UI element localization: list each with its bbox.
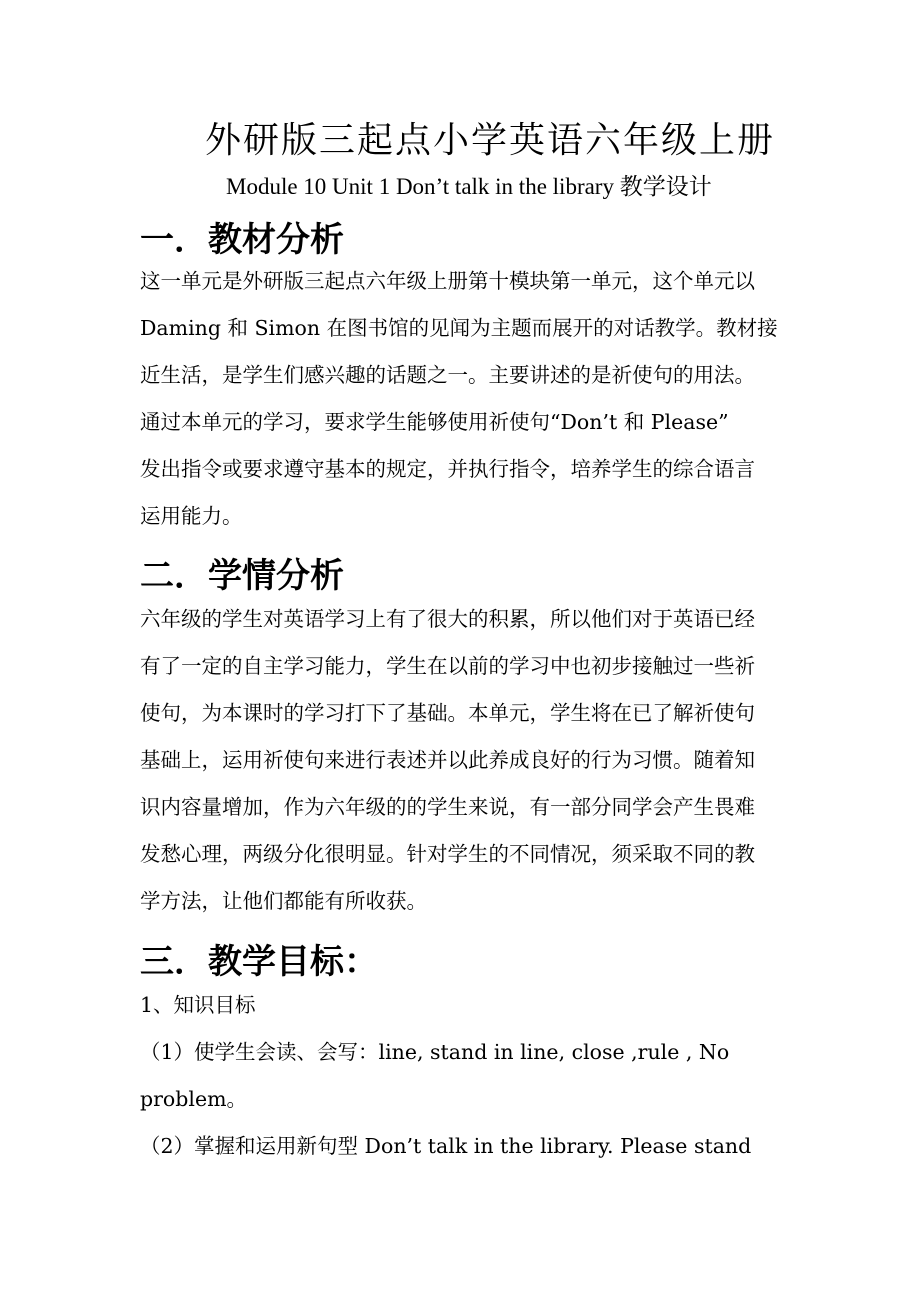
document-subtitle: Module 10 Unit 1 Don’t talk in the library 教学设计: [226, 174, 712, 199]
paragraph-line: 学方法，让他们都能有所收获。: [140, 889, 427, 913]
paragraph-line: 这一单元是外研版三起点六年级上册第十模块第一单元，这个单元以: [140, 269, 755, 293]
paragraph-line: （1）使学生会读、会写：line, stand in line, close ,rule , No: [140, 1040, 730, 1064]
document-title: 外研版三起点小学英语六年级上册: [204, 120, 775, 161]
paragraph-line: 识内容量增加，作为六年级的的学生来说，有一部分同学会产生畏难: [140, 795, 755, 819]
paragraph-line: 1、知识目标: [140, 993, 256, 1017]
paragraph-line: problem。: [140, 1087, 248, 1111]
paragraph-line: 发出指令或要求遵守基本的规定，并执行指令，培养学生的综合语言: [140, 457, 755, 481]
paragraph-line: Daming 和 Simon 在图书馆的见闻为主题而展开的对话教学。教材接: [140, 316, 778, 340]
section-body-student-analysis: [140, 596, 820, 925]
section-body-textbook-analysis: [140, 258, 820, 540]
section-heading-student-analysis: 二．学情分析: [140, 556, 344, 596]
paragraph-line: 基础上，运用祈使句来进行表述并以此养成良好的行为习惯。随着知: [140, 748, 755, 772]
section-heading-teaching-objectives: 三．教学目标：: [140, 942, 378, 982]
paragraph-line: （2）掌握和运用新句型 Don’t talk in the library. Please stand: [140, 1134, 752, 1158]
paragraph-line: 近生活，是学生们感兴趣的话题之一。主要讲述的是祈使句的用法。: [140, 363, 755, 387]
paragraph-line: 通过本单元的学习，要求学生能够使用祈使句“Don’t 和 Please”: [140, 410, 729, 434]
paragraph-line: 发愁心理，两级分化很明显。针对学生的不同情况，须采取不同的教: [140, 842, 755, 866]
paragraph-line: 运用能力。: [140, 504, 243, 528]
paragraph-line: 使句，为本课时的学习打下了基础。本单元，学生将在已了解祈使句: [140, 701, 755, 725]
paragraph-line: 六年级的学生对英语学习上有了很大的积累，所以他们对于英语已经: [140, 607, 755, 631]
section-body-teaching-objectives: [140, 982, 820, 1170]
paragraph-line: 有了一定的自主学习能力，学生在以前的学习中也初步接触过一些祈: [140, 654, 755, 678]
section-heading-textbook-analysis: 一．教材分析: [140, 220, 344, 260]
